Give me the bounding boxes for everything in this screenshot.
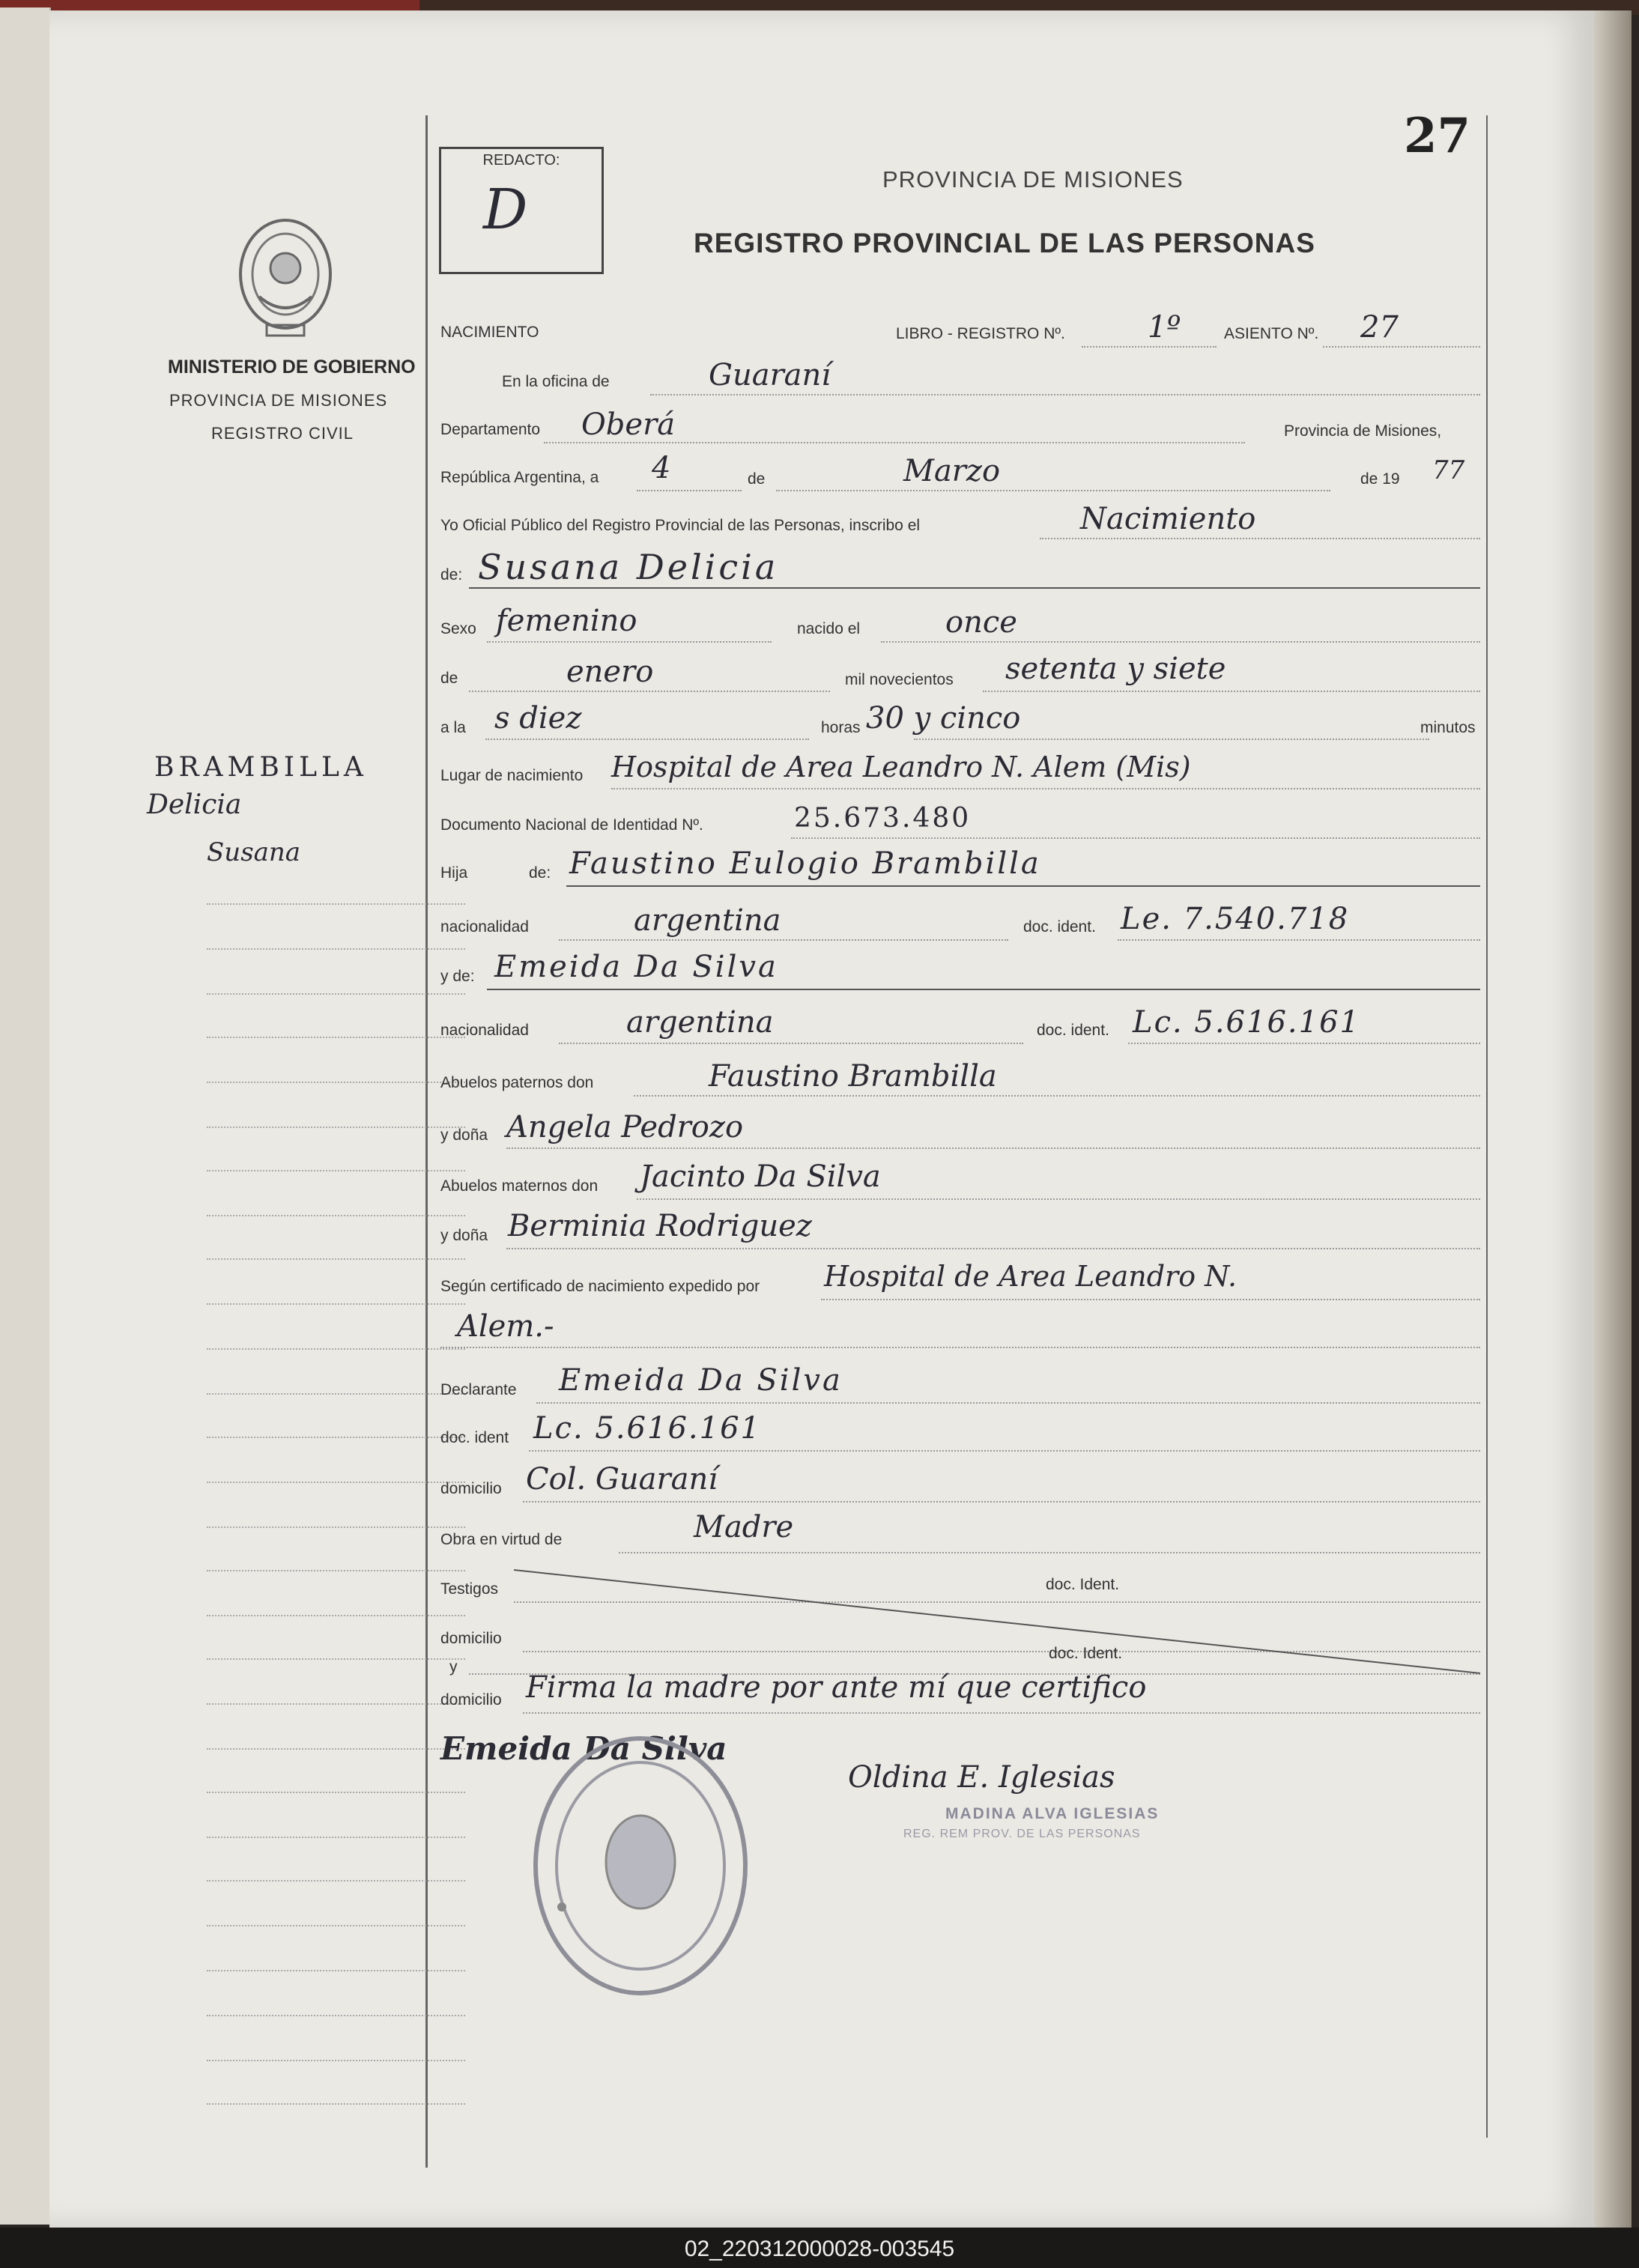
abuela-materna-value: Berminia Rodriguez (508, 1209, 812, 1243)
segun-label: Según certificado de nacimiento expedido por (440, 1278, 760, 1295)
officer-name-stamp: MADINA ALVA IGLESIAS (945, 1805, 1160, 1822)
docident-label-1: doc. ident. (1023, 918, 1096, 936)
horas-value: 30 y cinco (866, 701, 1021, 736)
ydona-label-1: y doña (440, 1127, 488, 1144)
ministry-title: MINISTERIO DE GOBIERNO (168, 357, 416, 378)
horas-label: horas (821, 719, 861, 736)
domicilio-value: Col. Guaraní (526, 1462, 718, 1497)
declarante-label: Declarante (440, 1381, 517, 1398)
mother-signature: Emeida Da Silva (440, 1730, 727, 1767)
sidebar-province: PROVINCIA DE MISIONES (169, 391, 388, 410)
mother-name-value: Emeida Da Silva (494, 950, 778, 984)
father-nationality-value: argentina (634, 903, 781, 938)
abuelos-paternos-label: Abuelos paternos don (440, 1074, 594, 1091)
lugar-label: Lugar de nacimiento (440, 767, 584, 784)
declarante-doc-value: Lc. 5.616.161 (533, 1411, 761, 1446)
obra-value: Madre (694, 1510, 794, 1544)
footer-bar (0, 2228, 1639, 2268)
name-value: Susana Delicia (478, 547, 779, 587)
hija-label: Hija (440, 864, 468, 882)
provincia-label: Provincia de Misiones, (1284, 422, 1442, 440)
ydona-label-2: y doña (440, 1227, 488, 1244)
abuela-paterna-value: Angela Pedrozo (506, 1110, 744, 1144)
de-label: de (748, 470, 766, 488)
testigos-label: Testigos (440, 1580, 499, 1598)
abuelo-paterno-value: Faustino Brambilla (709, 1059, 997, 1094)
declarante-value: Emeida Da Silva (559, 1363, 843, 1398)
book-edge (1594, 10, 1632, 2228)
docident-label-5: doc. Ident. (1049, 1645, 1123, 1662)
margin-surname: BRAMBILLA (154, 752, 368, 783)
father-doc-value: Le. 7.540.718 (1121, 902, 1350, 936)
mother-doc-value: Lc. 5.616.161 (1133, 1005, 1360, 1040)
footer-code: 02_220312000028-003545 (684, 2237, 955, 2261)
sidebar-civil-registry: REGISTRO CIVIL (211, 424, 354, 443)
margin-given-name-1: Delicia (147, 789, 242, 820)
nacido-value: once (945, 605, 1017, 640)
day-value: 4 (652, 451, 671, 485)
header-province: PROVINCIA DE MISIONES (882, 166, 1184, 192)
year-label: de 19 (1360, 470, 1400, 488)
right-margin-rule (1486, 115, 1488, 2138)
redacto-label: REDACTO: (482, 152, 560, 169)
oficial-label: Yo Oficial Público del Registro Provincial de las Personas, inscribo el (440, 517, 921, 534)
nacionalidad-label-1: nacionalidad (440, 918, 529, 936)
nacido-label: nacido el (797, 620, 861, 637)
asiento-value: 27 (1360, 310, 1399, 345)
dni-value: 25.673.480 (794, 803, 972, 834)
nacionalidad-label-2: nacionalidad (440, 1022, 529, 1039)
libro-value: 1º (1148, 310, 1181, 345)
month-value: Marzo (903, 454, 1001, 488)
left-margin-rule (425, 115, 428, 2168)
y-label: y (449, 1658, 458, 1676)
sexo-label: Sexo (440, 620, 476, 637)
asiento-label: ASIENTO Nº. (1224, 325, 1319, 342)
obra-label: Obra en virtud de (440, 1531, 563, 1548)
republica-label: República Argentina, a (440, 469, 599, 486)
domicilio-label-3: domicilio (440, 1691, 502, 1708)
docident-label-3: doc. ident (440, 1429, 509, 1446)
closing-statement: Firma la madre por ante mí que certifico (526, 1670, 1147, 1705)
register-page (49, 10, 1594, 2228)
yde-label: y de: (440, 968, 475, 985)
void-strike-line (514, 1561, 1488, 1681)
abuelo-materno-value: Jacinto Da Silva (640, 1159, 881, 1194)
mil-value: setenta y siete (1005, 652, 1226, 686)
abuelos-maternos-label: Abuelos maternos don (440, 1177, 599, 1195)
official-seal-icon (524, 1727, 757, 2004)
oficina-value: Guaraní (709, 358, 831, 392)
de4-label: de: (529, 864, 551, 882)
minutos-label: minutos (1420, 719, 1476, 736)
nacimiento-label: NACIMIENTO (440, 324, 539, 341)
birth-month-value: enero (566, 655, 654, 689)
libro-label: LIBRO - REGISTRO Nº. (896, 325, 1065, 342)
segun-value: Hospital de Area Leandro N. (824, 1260, 1237, 1293)
redacto-mark: D (483, 178, 528, 242)
mil-label: mil novecientos (845, 671, 954, 688)
segun-value-2: Alem.- (457, 1309, 554, 1344)
sexo-value: femenino (496, 604, 637, 638)
docident-label-2: doc. ident. (1037, 1022, 1109, 1039)
year-value: 77 (1432, 455, 1465, 485)
de3-label: de (440, 670, 458, 687)
docident-label-4: doc. Ident. (1046, 1576, 1120, 1593)
departamento-value: Oberá (581, 407, 676, 442)
alas-label: a la (440, 719, 466, 736)
de2-label: de: (440, 566, 463, 583)
departamento-label: Departamento (440, 421, 541, 438)
domicilio-label-2: domicilio (440, 1630, 502, 1647)
redacto-box (439, 147, 604, 274)
margin-given-name-2: Susana (207, 837, 301, 867)
oficial-value: Nacimiento (1080, 502, 1256, 536)
father-name-value: Faustino Eulogio Brambilla (569, 846, 1041, 881)
header-registry: REGISTRO PROVINCIAL DE LAS PERSONAS (694, 228, 1315, 258)
coat-of-arms-icon (229, 214, 342, 342)
domicilio-label: domicilio (440, 1480, 502, 1497)
page-number: 27 (1404, 108, 1471, 164)
officer-signature: Oldina E. Iglesias (848, 1760, 1115, 1795)
facing-page-edge (0, 7, 51, 2225)
officer-title-stamp: REG. REM PROV. DE LAS PERSONAS (903, 1828, 1141, 1840)
mother-nationality-value: argentina (626, 1005, 774, 1040)
dni-label: Documento Nacional de Identidad Nº. (440, 816, 703, 834)
hour-value: s diez (494, 701, 582, 736)
lugar-value: Hospital de Area Leandro N. Alem (Mis) (611, 751, 1191, 783)
oficina-label: En la oficina de (502, 373, 610, 390)
